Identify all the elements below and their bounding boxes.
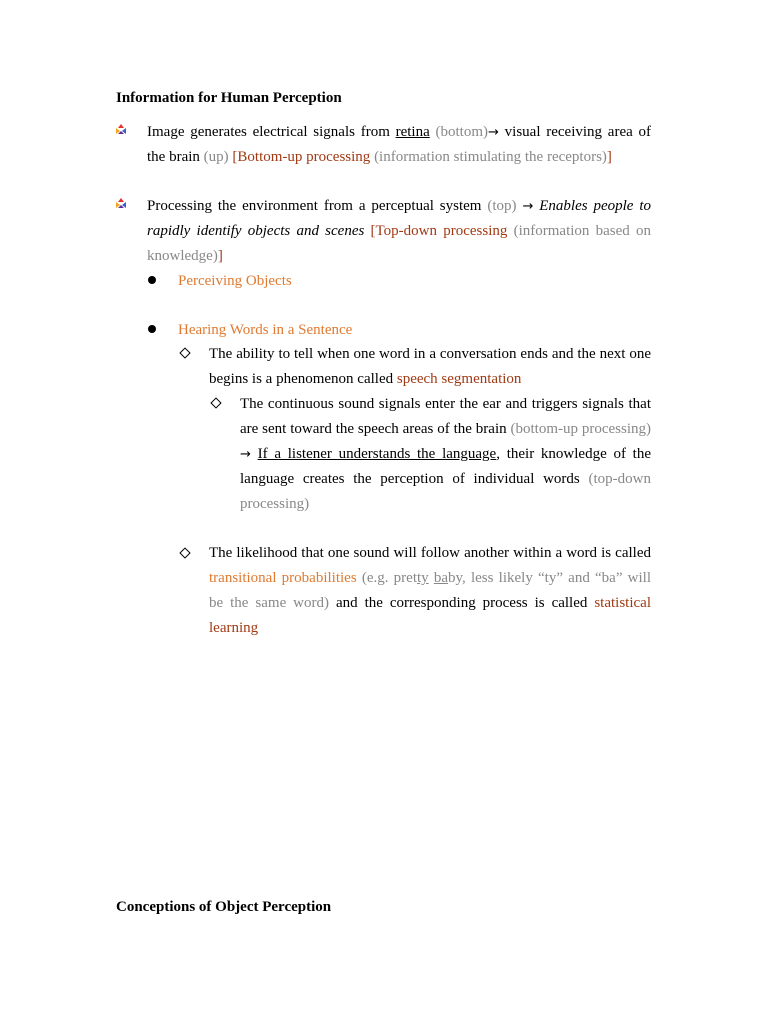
- bullet-item-top-down: [147, 194, 651, 269]
- example-b: by, less likely “ty” and “ba” will be the same word): [209, 570, 651, 611]
- page-title: Information for Human Perception: [116, 90, 342, 106]
- item1-text-a: Image generates electrical signals from: [147, 124, 396, 140]
- diamond-bullet-icon: [181, 541, 189, 566]
- sub2-text-b: and the corresponding process is called: [329, 595, 595, 611]
- top-down-processing-term: Top-down processing: [375, 223, 508, 239]
- bullet-dot-icon: [148, 268, 156, 293]
- example-ba: ba: [433, 570, 449, 586]
- transitional-probabilities-term: transitional probabilities: [209, 570, 357, 586]
- speech-segmentation-item: [209, 342, 651, 392]
- statistical-learning-term: statistical learning: [209, 595, 651, 636]
- subsub1-text-a: The continuous sound signals enter the ear and triggers signals that are sent toward the speech areas of the brain: [240, 396, 651, 437]
- item2-text-a: Processing the environment from a perceptual system: [147, 198, 488, 214]
- up-note: (up): [203, 149, 229, 165]
- top-note: (top): [487, 198, 517, 214]
- right-arrow-icon: →: [488, 125, 499, 140]
- speech-segmentation-term: speech segmentation: [396, 371, 522, 387]
- listener-understands-text: If a listener understands the language: [257, 446, 497, 462]
- bracket-close: ]: [217, 248, 223, 264]
- right-arrow-icon: →: [240, 447, 251, 462]
- bullet-item-bottom-up: [147, 120, 651, 170]
- bracket-open: [: [228, 149, 238, 165]
- right-arrow-icon: →: [522, 199, 534, 214]
- four-color-arrow-bullet-icon: [114, 120, 128, 145]
- bullet-dot-icon: [148, 317, 156, 342]
- item1-text-b: visual receiving area of the brain: [147, 124, 651, 165]
- bottom-up-note: (bottom-up processing): [510, 421, 652, 437]
- bottom-up-processing-term: Bottom-up processing: [237, 149, 371, 165]
- diamond-bullet-icon: [181, 341, 189, 366]
- four-color-arrow-bullet-icon: [114, 194, 128, 219]
- example-a: (e.g. pret: [356, 570, 417, 586]
- sub1-text: The ability to tell when one word in a conversation ends and the next one begins is a phenomenon called: [209, 346, 651, 387]
- section-heading: Conceptions of Object Perception: [116, 899, 332, 915]
- top-down-note: (top-down processing): [240, 471, 651, 512]
- sub2-text-a: The likelihood that one sound will follow another within a word is called: [209, 545, 651, 561]
- retina-term: retina: [395, 124, 430, 140]
- example-ty: ty: [417, 570, 429, 586]
- transitional-probabilities-item: [209, 541, 651, 641]
- bottom-up-definition: (information stimulating the receptors): [370, 149, 607, 165]
- hearing-words-heading: Hearing Words in a Sentence: [178, 322, 353, 338]
- bottom-note: (bottom): [429, 124, 489, 140]
- item2-italic: Enables people to rapidly identify objects and scenes: [147, 198, 652, 239]
- subsub1-text-b: , their knowledge of the language creates the perception of individual words: [240, 446, 652, 487]
- diamond-bullet-icon: [212, 391, 220, 416]
- bracket-close: ]: [606, 149, 612, 165]
- sound-signals-item: [240, 392, 651, 517]
- bracket-open: [: [364, 223, 376, 239]
- perceiving-objects-heading: Perceiving Objects: [178, 273, 292, 289]
- top-down-definition: (information based on knowledge): [147, 223, 651, 264]
